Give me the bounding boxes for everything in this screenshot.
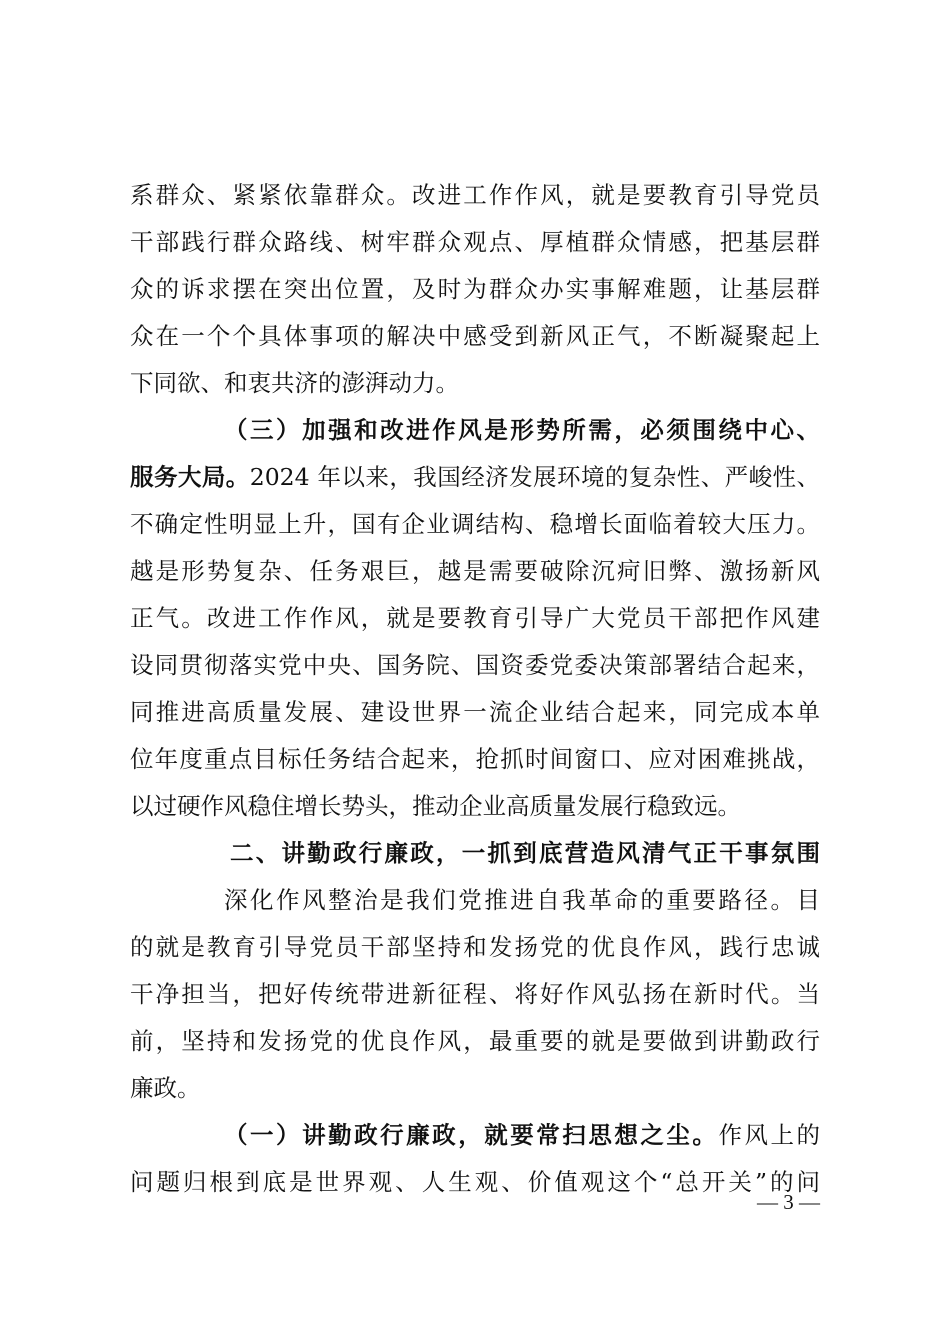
body-line: 越是形势复杂、任务艰巨，越是需要破除沉疴旧弊、激扬新风 (130, 557, 820, 585)
body-line: 系群众、紧紧依靠群众。改进工作作风，就是要教育引导党员 (130, 181, 820, 209)
subheading-text: （一）讲勤政行廉政，就要常扫思想之尘。 (224, 1121, 719, 1149)
body-line: 廉政。 (130, 1074, 201, 1102)
body-line: 众在一个个具体事项的解决中感受到新风正气，不断凝聚起上 (130, 322, 820, 350)
body-line: 干净担当，把好传统带进新征程、将好作风弘扬在新时代。当 (130, 980, 820, 1008)
subheading-line: （三）加强和改进作风是形势所需，必须围绕中心、 (224, 416, 820, 444)
body-line: 前，坚持和发扬党的优良作风，最重要的就是要做到讲勤政行 (130, 1027, 820, 1055)
body-line: 不确定性明显上升，国有企业调结构、稳增长面临着较大压力。 (130, 510, 820, 538)
section-heading: 二、讲勤政行廉政，一抓到底营造风清气正干事氛围 (230, 839, 820, 867)
body-line: 设同贯彻落实党中央、国务院、国资委党委决策部署结合起来， (130, 651, 820, 679)
body-line (130, 454, 820, 501)
body-line: 问题归根到底是世界观、人生观、价值观这个“总开关”的问 (130, 1168, 820, 1196)
document-body (130, 172, 820, 1206)
body-line: 干部践行群众路线、树牢群众观点、厚植群众情感，把基层群 (130, 228, 820, 256)
body-text: 2024 年以来，我国经济发展环境的复杂性、严峻性、 (249, 463, 821, 491)
page-number: — 3 — (757, 1190, 820, 1214)
body-line: 的就是教育引导党员干部坚持和发扬党的优良作风，践行忠诚 (130, 933, 820, 961)
subheading-text: 服务大局。 (130, 463, 250, 491)
body-line: 众的诉求摆在突出位置，及时为群众办实事解难题，让基层群 (130, 275, 820, 303)
body-line (130, 1112, 820, 1159)
body-line: 正气。改进工作作风，就是要教育引导广大党员干部把作风建 (130, 604, 820, 632)
body-line: 同推进高质量发展、建设世界一流企业结合起来，同完成本单 (130, 698, 820, 726)
body-text: 作风上的 (718, 1121, 821, 1149)
body-line: 下同欲、和衷共济的澎湃动力。 (130, 369, 459, 397)
body-line: 深化作风整治是我们党推进自我革命的重要路径。目 (224, 886, 820, 914)
body-line: 位年度重点目标任务结合起来，抢抓时间窗口、应对困难挑战， (130, 745, 820, 773)
body-line: 以过硬作风稳住增长势头，推动企业高质量发展行稳致远。 (130, 792, 741, 820)
